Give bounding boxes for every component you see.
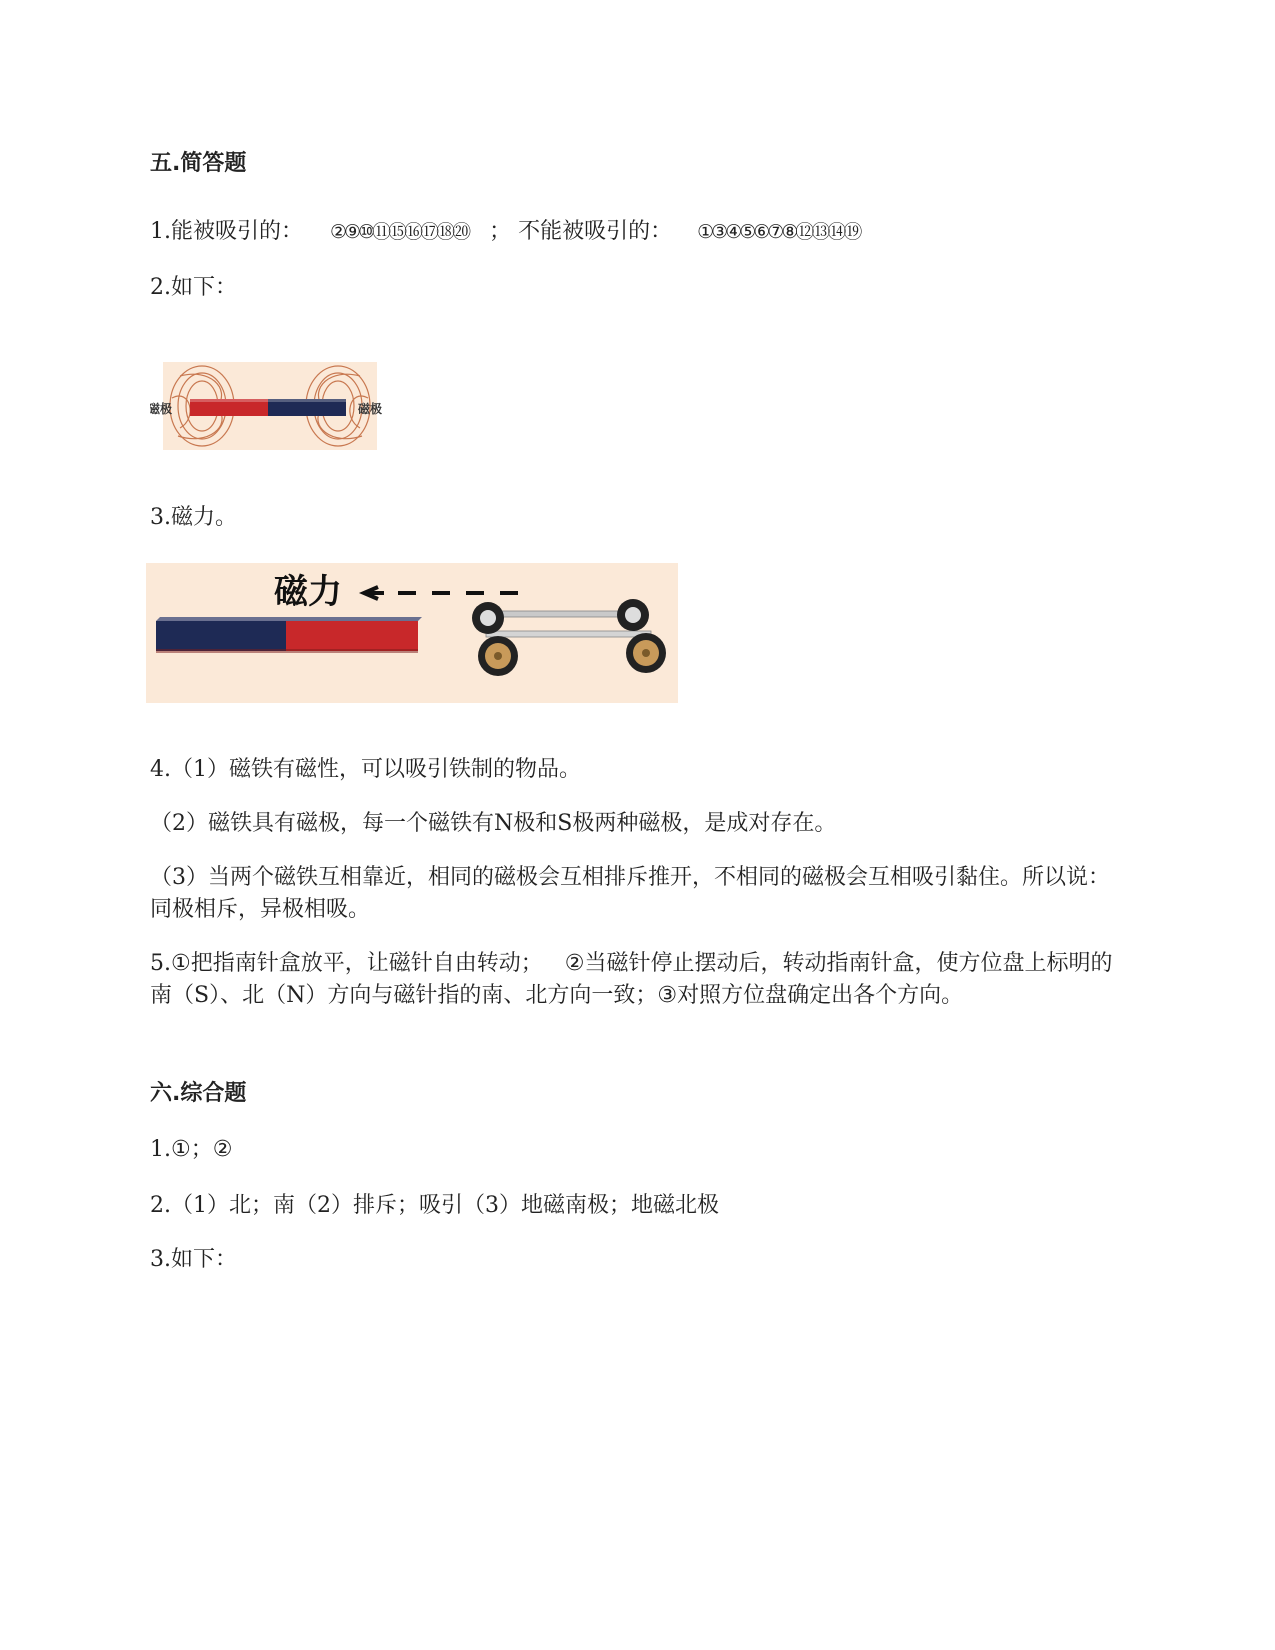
q5-step-2-text: 当磁针停止摆动后，转动指南针盒，使方位盘上标明的南（S）、北（N）方向与磁针指的南、北方向一致； — [150, 951, 1113, 1008]
bar-magnet-figure — [150, 358, 390, 453]
question-6-3: 3.如下： — [150, 1247, 237, 1272]
question-5-1 — [150, 216, 859, 248]
magnetic-force-label: 磁力 — [274, 572, 342, 612]
q1-attracted-list: ②⑨⑩⑪⑮⑯⑰⑱⑳ — [330, 221, 469, 243]
q6-1-answer-1: ① — [171, 1137, 191, 1162]
q5-step-3-text: 对照方位盘确定出各个方向。 — [677, 983, 964, 1008]
q5-number: 5. — [150, 951, 171, 976]
magnetic-car-figure — [146, 563, 678, 703]
magnetic-car-diagram — [146, 563, 678, 703]
question-6-1 — [150, 1134, 232, 1166]
q6-1-answer-2: ② — [212, 1137, 233, 1162]
front-bottom-wheel — [626, 633, 666, 673]
question-5-3: 3.磁力。 — [150, 505, 237, 530]
q5-step-1-text: 把指南针盒放平，让磁针自由转动； — [190, 951, 543, 976]
q1-separator: ； — [489, 219, 512, 244]
right-pole-label: 磁极 — [358, 402, 383, 416]
section-6-title: 六.综合题 — [150, 1081, 247, 1106]
section-5-title: 五.简答题 — [150, 151, 247, 176]
question-5-2: 2.如下： — [150, 275, 237, 300]
question-5-4-part-2: （2）磁铁具有磁极，每一个磁铁有N极和S极两种磁极，是成对存在。 — [150, 811, 837, 836]
bar-magnet-diagram — [150, 358, 390, 453]
rear-top-wheel — [472, 602, 504, 634]
q6-1-separator: ； — [190, 1137, 213, 1162]
question-5-4-part-3: （3）当两个磁铁互相靠近，相同的磁极会互相排斥推开，不相同的磁极会互相吸引黏住。所以说：同极相斥，异极相吸。 — [150, 865, 1111, 922]
question-5-4-part-1: 4.（1）磁铁有磁性，可以吸引铁制的物品。 — [150, 757, 581, 782]
q1-not-prefix: 不能被吸引的： — [518, 219, 673, 244]
q5-step-3-marker: ③ — [657, 983, 678, 1008]
q1-not-attracted-list: ①③④⑤⑥⑦⑧⑫⑬⑭⑲ — [697, 221, 860, 243]
bar-magnet — [156, 617, 422, 653]
front-top-wheel — [617, 599, 649, 631]
left-pole-label: 磁极 — [150, 402, 173, 416]
question-6-2: 2.（1）北；南（2）排斥；吸引（3）地磁南极；地磁北极 — [150, 1193, 719, 1218]
rear-bottom-wheel — [478, 636, 518, 676]
q5-step-2-marker: ② — [564, 951, 585, 976]
q6-1-number: 1. — [150, 1137, 171, 1162]
question-5-5 — [150, 948, 1130, 1012]
q5-step-1-marker: ① — [171, 951, 191, 976]
q1-prefix: 1.能被吸引的： — [150, 219, 303, 244]
